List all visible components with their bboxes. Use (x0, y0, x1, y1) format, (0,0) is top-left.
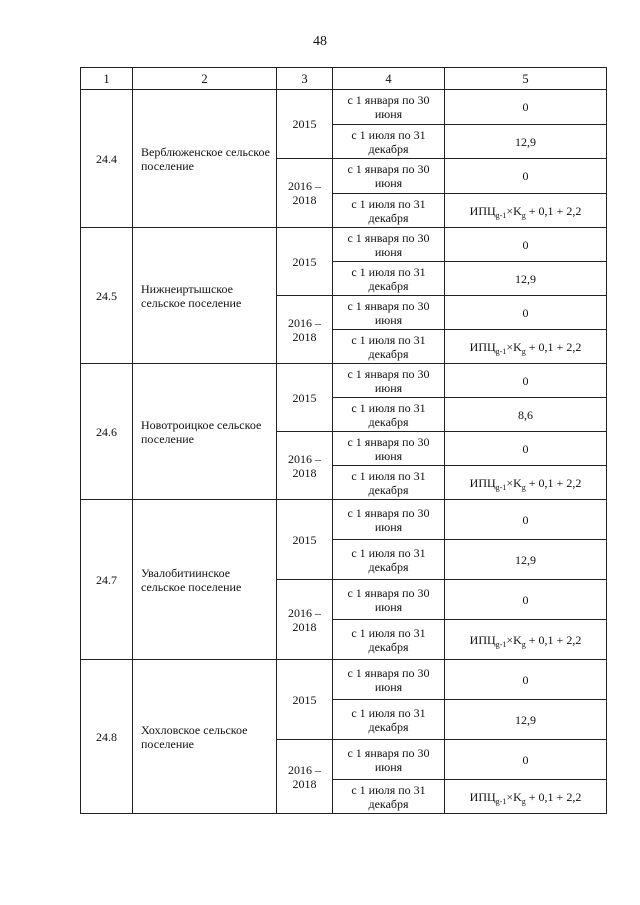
formula-coefficient-subscript: g (521, 482, 526, 492)
formula-index-subscript: g-1 (495, 639, 507, 649)
formula-rest: + 0,1 + 2,2 (525, 203, 582, 218)
formula-rest: + 0,1 + 2,2 (525, 632, 582, 647)
table-row (81, 660, 607, 700)
settlement-name: Нижнеиртышское сельское поселение (133, 228, 277, 364)
formula-index-subscript: g-1 (495, 482, 507, 492)
formula-index-subscript: g-1 (495, 796, 507, 806)
row-number: 24.8 (81, 660, 133, 814)
row-number: 24.7 (81, 500, 133, 660)
row-number: 24.4 (81, 90, 133, 228)
date-range: с 1 июля по 31 декабря (333, 194, 445, 228)
table-row (81, 228, 607, 262)
formula-rest: + 0,1 + 2,2 (525, 339, 582, 354)
formula-index: ИПЦ (469, 789, 496, 804)
date-range: с 1 июля по 31 декабря (333, 780, 445, 814)
period-year: 2015 (277, 364, 333, 432)
tariff-formula (445, 194, 607, 228)
formula-coefficient-subscript: g (521, 210, 526, 220)
tariff-value: 0 (445, 296, 607, 330)
tariff-value: 0 (445, 740, 607, 780)
table-row (81, 500, 607, 540)
header-cell: 3 (277, 68, 333, 90)
formula-coefficient-subscript: g (521, 346, 526, 356)
formula-coefficient: ×K (506, 475, 522, 490)
date-range: с 1 июля по 31 декабря (333, 398, 445, 432)
row-number: 24.6 (81, 364, 133, 500)
formula-index: ИПЦ (469, 475, 496, 490)
date-range: с 1 июля по 31 декабря (333, 540, 445, 580)
formula-coefficient-subscript: g (521, 639, 526, 649)
period-year: 2016 – 2018 (277, 296, 333, 364)
date-range: с 1 января по 30 июня (333, 90, 445, 125)
tariff-value: 0 (445, 228, 607, 262)
header-cell: 2 (133, 68, 277, 90)
period-year: 2015 (277, 660, 333, 740)
date-range: с 1 января по 30 июня (333, 660, 445, 700)
tariff-table (80, 67, 607, 814)
formula-coefficient-subscript: g (521, 796, 526, 806)
tariff-value: 0 (445, 660, 607, 700)
formula-index: ИПЦ (469, 339, 496, 354)
period-year: 2015 (277, 228, 333, 296)
date-range: с 1 января по 30 июня (333, 296, 445, 330)
tariff-value: 0 (445, 159, 607, 194)
date-range: с 1 января по 30 июня (333, 580, 445, 620)
period-year: 2016 – 2018 (277, 580, 333, 660)
formula-rest: + 0,1 + 2,2 (525, 475, 582, 490)
table-header-row (81, 68, 607, 90)
date-range: с 1 января по 30 июня (333, 740, 445, 780)
settlement-name: Верблюженское сельское поселение (133, 90, 277, 228)
date-range: с 1 января по 30 июня (333, 432, 445, 466)
tariff-value: 0 (445, 500, 607, 540)
period-year: 2016 – 2018 (277, 740, 333, 814)
tariff-value: 12,9 (445, 262, 607, 296)
period-year: 2016 – 2018 (277, 159, 333, 228)
formula-coefficient: ×K (506, 632, 522, 647)
date-range: с 1 июля по 31 декабря (333, 700, 445, 740)
formula-coefficient: ×K (506, 789, 522, 804)
period-year: 2016 – 2018 (277, 432, 333, 500)
formula-coefficient: ×K (506, 339, 522, 354)
table-row (81, 364, 607, 398)
table-row (81, 90, 607, 125)
row-number: 24.5 (81, 228, 133, 364)
tariff-formula (445, 780, 607, 814)
formula-coefficient: ×K (506, 203, 522, 218)
date-range: с 1 января по 30 июня (333, 228, 445, 262)
tariff-value: 12,9 (445, 540, 607, 580)
tariff-value: 0 (445, 90, 607, 125)
settlement-name: Хохловское сельское поселение (133, 660, 277, 814)
tariff-value: 12,9 (445, 700, 607, 740)
formula-index: ИПЦ (469, 632, 496, 647)
tariff-value: 0 (445, 364, 607, 398)
formula-index-subscript: g-1 (495, 346, 507, 356)
settlement-name: Увалобитиинское сельское поселение (133, 500, 277, 660)
tariff-value: 0 (445, 580, 607, 620)
tariff-value: 8,6 (445, 398, 607, 432)
date-range: с 1 июля по 31 декабря (333, 466, 445, 500)
formula-index-subscript: g-1 (495, 210, 507, 220)
date-range: с 1 июля по 31 декабря (333, 330, 445, 364)
date-range: с 1 января по 30 июня (333, 500, 445, 540)
date-range: с 1 июля по 31 декабря (333, 125, 445, 159)
tariff-formula (445, 330, 607, 364)
period-year: 2015 (277, 90, 333, 159)
header-cell: 4 (333, 68, 445, 90)
tariff-formula (445, 466, 607, 500)
formula-index: ИПЦ (469, 203, 496, 218)
header-cell: 5 (445, 68, 607, 90)
date-range: с 1 января по 30 июня (333, 159, 445, 194)
tariff-value: 12,9 (445, 125, 607, 159)
tariff-value: 0 (445, 432, 607, 466)
date-range: с 1 января по 30 июня (333, 364, 445, 398)
formula-rest: + 0,1 + 2,2 (525, 789, 582, 804)
page-number: 48 (313, 34, 327, 49)
tariff-formula (445, 620, 607, 660)
period-year: 2015 (277, 500, 333, 580)
settlement-name: Новотроицкое сельское поселение (133, 364, 277, 500)
date-range: с 1 июля по 31 декабря (333, 620, 445, 660)
header-cell: 1 (81, 68, 133, 90)
date-range: с 1 июля по 31 декабря (333, 262, 445, 296)
